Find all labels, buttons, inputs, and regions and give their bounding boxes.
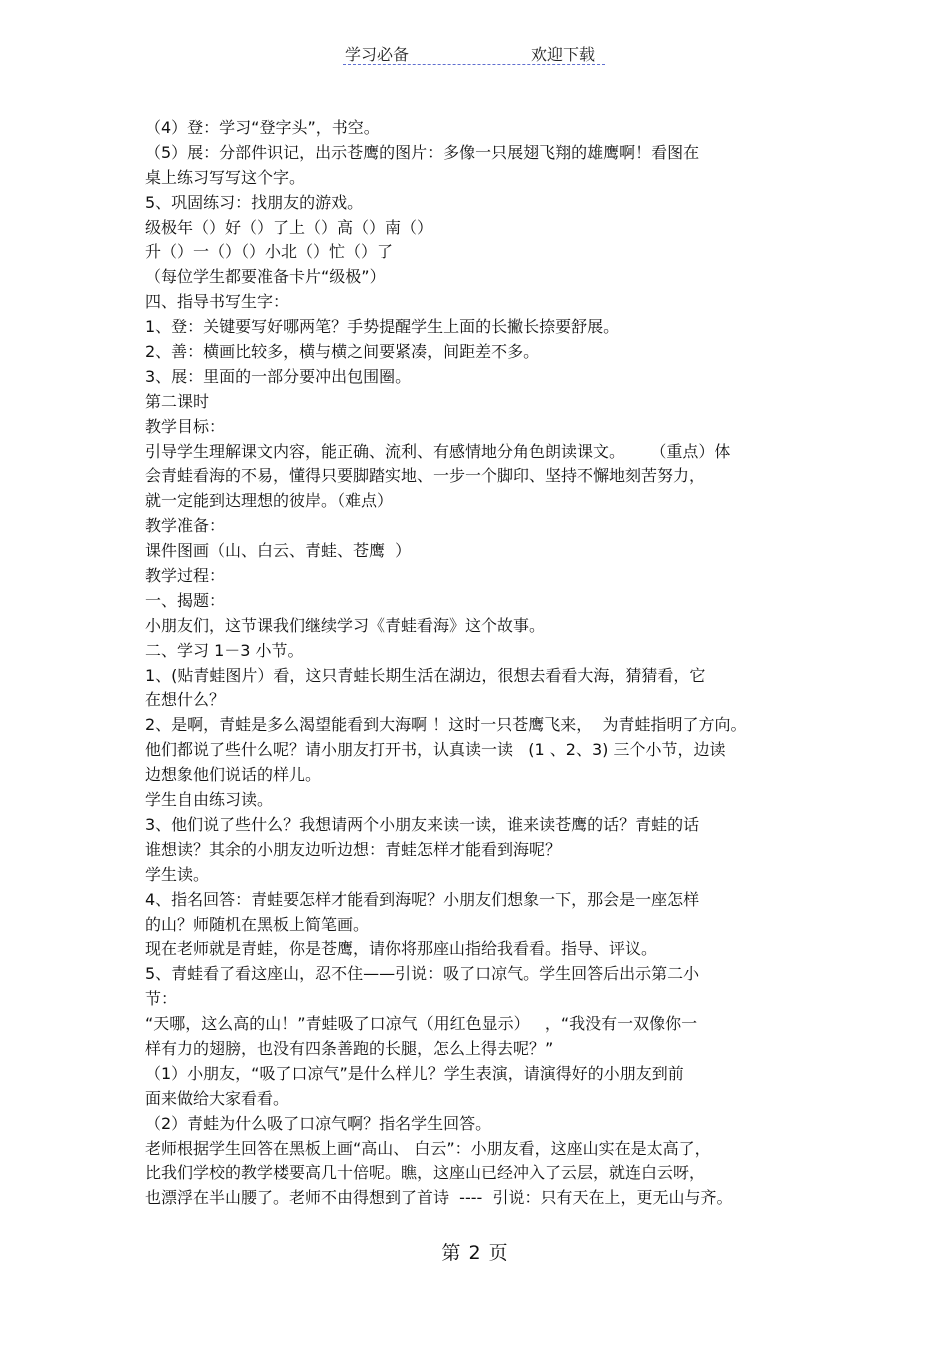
text-line: 教学目标： <box>145 416 226 436</box>
text-line: 现在老师就是青蛙，你是苍鹰，请你将那座山指给我看看。指导、评议。 <box>145 939 658 959</box>
text-line: 1、登：关键要写好哪两笔？手势提醒学生上面的长撇长捺要舒展。 <box>145 317 620 337</box>
text-line: 学生读。 <box>145 864 210 884</box>
text-line: 5、青蛙看了看这座山，忍不住——引说：吸了口凉气。学生回答后出示第二小 <box>145 964 700 984</box>
text-line: 桌上练习写写这个字。 <box>145 167 306 187</box>
text-line: 的山？师随机在黑板上简笔画。 <box>145 914 370 934</box>
text-line: 也漂浮在半山腰了。老师不由得想到了首诗 ---- 引说：只有天在上，更无山与齐。 <box>145 1188 733 1208</box>
text-line: 就一定能到达理想的彼岸。（难点） <box>145 491 394 511</box>
text-line: 边想象他们说话的样儿。 <box>145 765 322 785</box>
text-line: 1、(贴青蛙图片）看，这只青蛙长期生活在湖边，很想去看看大海，猜猜看，它 <box>145 665 706 685</box>
text-line: 级极年（）好（）了上（）高（）南（） <box>145 217 434 237</box>
text-line: 2、善：横画比较多，横与横之间要紧凑，间距差不多。 <box>145 342 540 362</box>
header-right-text: 欢迎下载 <box>531 45 596 64</box>
text-line: 升（）一（）（）小北（）忙（）了 <box>145 242 394 262</box>
text-line: 他们都说了些什么呢？请小朋友打开书，认真读一读 (1 、2、3) 三个小节，边读 <box>145 740 726 760</box>
text-line: 4、指名回答：青蛙要怎样才能看到海呢？小朋友们想象一下，那会是一座怎样 <box>145 889 700 909</box>
text-line: 节： <box>145 989 178 1009</box>
text-line: 老师根据学生回答在黑板上画“高山、 白云”：小朋友看，这座山实在是太高了， <box>145 1138 711 1158</box>
text-line: （4）登：学习“登字头”，书空。 <box>145 118 380 137</box>
text-line: 小朋友们，这节课我们继续学习《青蛙看海》这个故事。 <box>145 615 546 635</box>
text-line: 5、巩固练习：找朋友的游戏。 <box>145 192 364 212</box>
text-line: “天哪，这么高的山！”青蛙吸了口凉气（用红色显示） ，“我没有一双像你一 <box>145 1014 698 1034</box>
text-line: （每位学生都要准备卡片“级极”） <box>145 267 386 287</box>
text-line: 面来做给大家看看。 <box>145 1088 290 1108</box>
text-line: 在想什么？ <box>145 690 226 710</box>
page-header <box>343 40 605 65</box>
text-line: 谁想读？其余的小朋友边听边想：青蛙怎样才能看到海呢？ <box>145 839 562 859</box>
text-line: 会青蛙看海的不易，懂得只要脚踏实地、一步一个脚印、坚持不懈地刻苦努力， <box>145 466 706 486</box>
text-line: 3、他们说了些什么？我想请两个小朋友来读一读，谁来读苍鹰的话？青蛙的话 <box>145 814 700 834</box>
document-body <box>145 116 810 1211</box>
text-line: （1）小朋友，“吸了口凉气”是什么样儿？学生表演，请演得好的小朋友到前 <box>145 1063 684 1083</box>
text-line: 课件图画（山、白云、青蛙、苍鹰 ） <box>145 541 412 561</box>
text-line: 教学过程： <box>145 566 226 586</box>
text-line: 学生自由练习读。 <box>145 790 274 810</box>
text-line: 教学准备： <box>145 516 226 536</box>
text-line: 样有力的翅膀，也没有四条善跑的长腿，怎么上得去呢？” <box>145 1038 554 1058</box>
text-line: 3、展：里面的一部分要冲出包围圈。 <box>145 366 412 386</box>
page-number: 第 2 页 <box>441 1242 509 1264</box>
text-line: 四、指导书写生字： <box>145 292 290 312</box>
text-line: 第二课时 <box>145 391 210 411</box>
text-line: 一、揭题： <box>145 590 226 610</box>
text-line: 二、学习 1－3 小节。 <box>145 640 304 660</box>
text-line: 2、是啊，青蛙是多么渴望能看到大海啊 ！这时一只苍鹰飞来， 为青蛙指明了方向。 <box>145 715 747 735</box>
text-line: （5）展：分部件识记，出示苍鹰的图片：多像一只展翅飞翔的雄鹰啊！看图在 <box>145 142 700 162</box>
header-left-text: 学习必备 <box>345 45 410 64</box>
text-line: 比我们学校的教学楼要高几十倍呢。瞧，这座山已经冲入了云层，就连白云呀， <box>145 1163 706 1183</box>
text-line: 引导学生理解课文内容，能正确、流利、有感情地分角色朗读课文。 （重点）体 <box>145 441 731 461</box>
text-line: （2）青蛙为什么吸了口凉气啊？指名学生回答。 <box>145 1113 492 1133</box>
